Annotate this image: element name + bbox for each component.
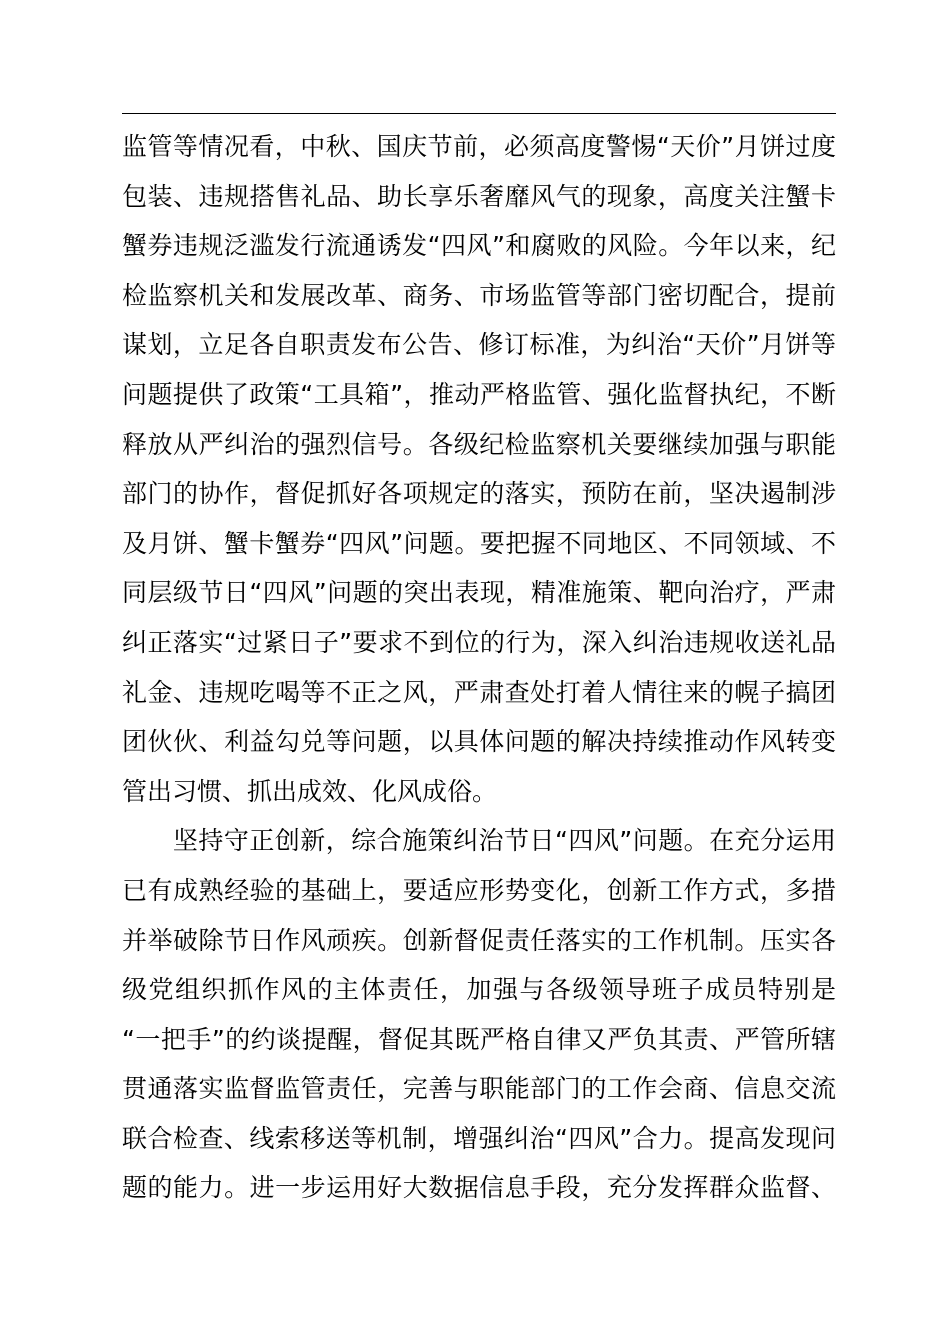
header-rule [122,113,836,114]
text-line: 释放从严纠治的强烈信号。各级纪检监察机关要继续加强与职能 [122,429,836,459]
text-line: 蟹券违规泛滥发行流通诱发“四风”和腐败的风险。今年以来，纪 [122,231,836,261]
text-line: 包装、违规搭售礼品、助长享乐奢靡风气的现象，高度关注蟹卡 [122,181,836,211]
text-line: “一把手”的约谈提醒，督促其既严格自律又严负其责、严管所辖 [122,1024,836,1054]
body-text [122,122,836,1213]
text-line: 贯通落实监督监管责任，完善与职能部门的工作会商、信息交流 [122,1074,836,1104]
text-line: 题的能力。进一步运用好大数据信息手段，充分发挥群众监督、 [122,1173,836,1203]
text-line: 部门的协作，督促抓好各项规定的落实，预防在前，坚决遏制涉 [122,479,836,509]
text-line: 礼金、违规吃喝等不正之风，严肃查处打着人情往来的幌子搞团 [122,677,836,707]
text-line: 团伙伙、利益勾兑等问题，以具体问题的解决持续推动作风转变 [122,727,836,757]
text-line: 联合检查、线索移送等机制，增强纠治“四风”合力。提高发现问 [122,1123,836,1153]
text-line: 级党组织抓作风的主体责任，加强与各级领导班子成员特别是 [122,975,836,1005]
text-line: 问题提供了政策“工具箱”，推动严格监管、强化监督执纪，不断 [122,379,836,409]
text-line: 同层级节日“四风”问题的突出表现，精准施策、靶向治疗，严肃 [122,578,836,608]
text-line: 纠正落实“过紧日子”要求不到位的行为，深入纠治违规收送礼品 [122,627,836,657]
paragraph-1 [122,122,836,816]
text-line: 并举破除节日作风顽疾。创新督促责任落实的工作机制。压实各 [122,925,836,955]
text-line: 监管等情况看，中秋、国庆节前，必须高度警惕“天价”月饼过度 [122,132,836,161]
text-line: 谋划，立足各自职责发布公告、修订标准，为纠治“天价”月饼等 [122,330,836,360]
text-line: 坚持守正创新，综合施策纠治节日“四风”问题。在充分运用 [122,826,836,856]
text-line: 及月饼、蟹卡蟹券“四风”问题。要把握不同地区、不同领域、不 [122,528,836,558]
text-line: 管出习惯、抓出成效、化风成俗。 [122,776,498,806]
text-line: 已有成熟经验的基础上，要适应形势变化，创新工作方式，多措 [122,875,836,905]
text-line: 检监察机关和发展改革、商务、市场监管等部门密切配合，提前 [122,280,836,310]
paragraph-2 [122,816,836,1213]
